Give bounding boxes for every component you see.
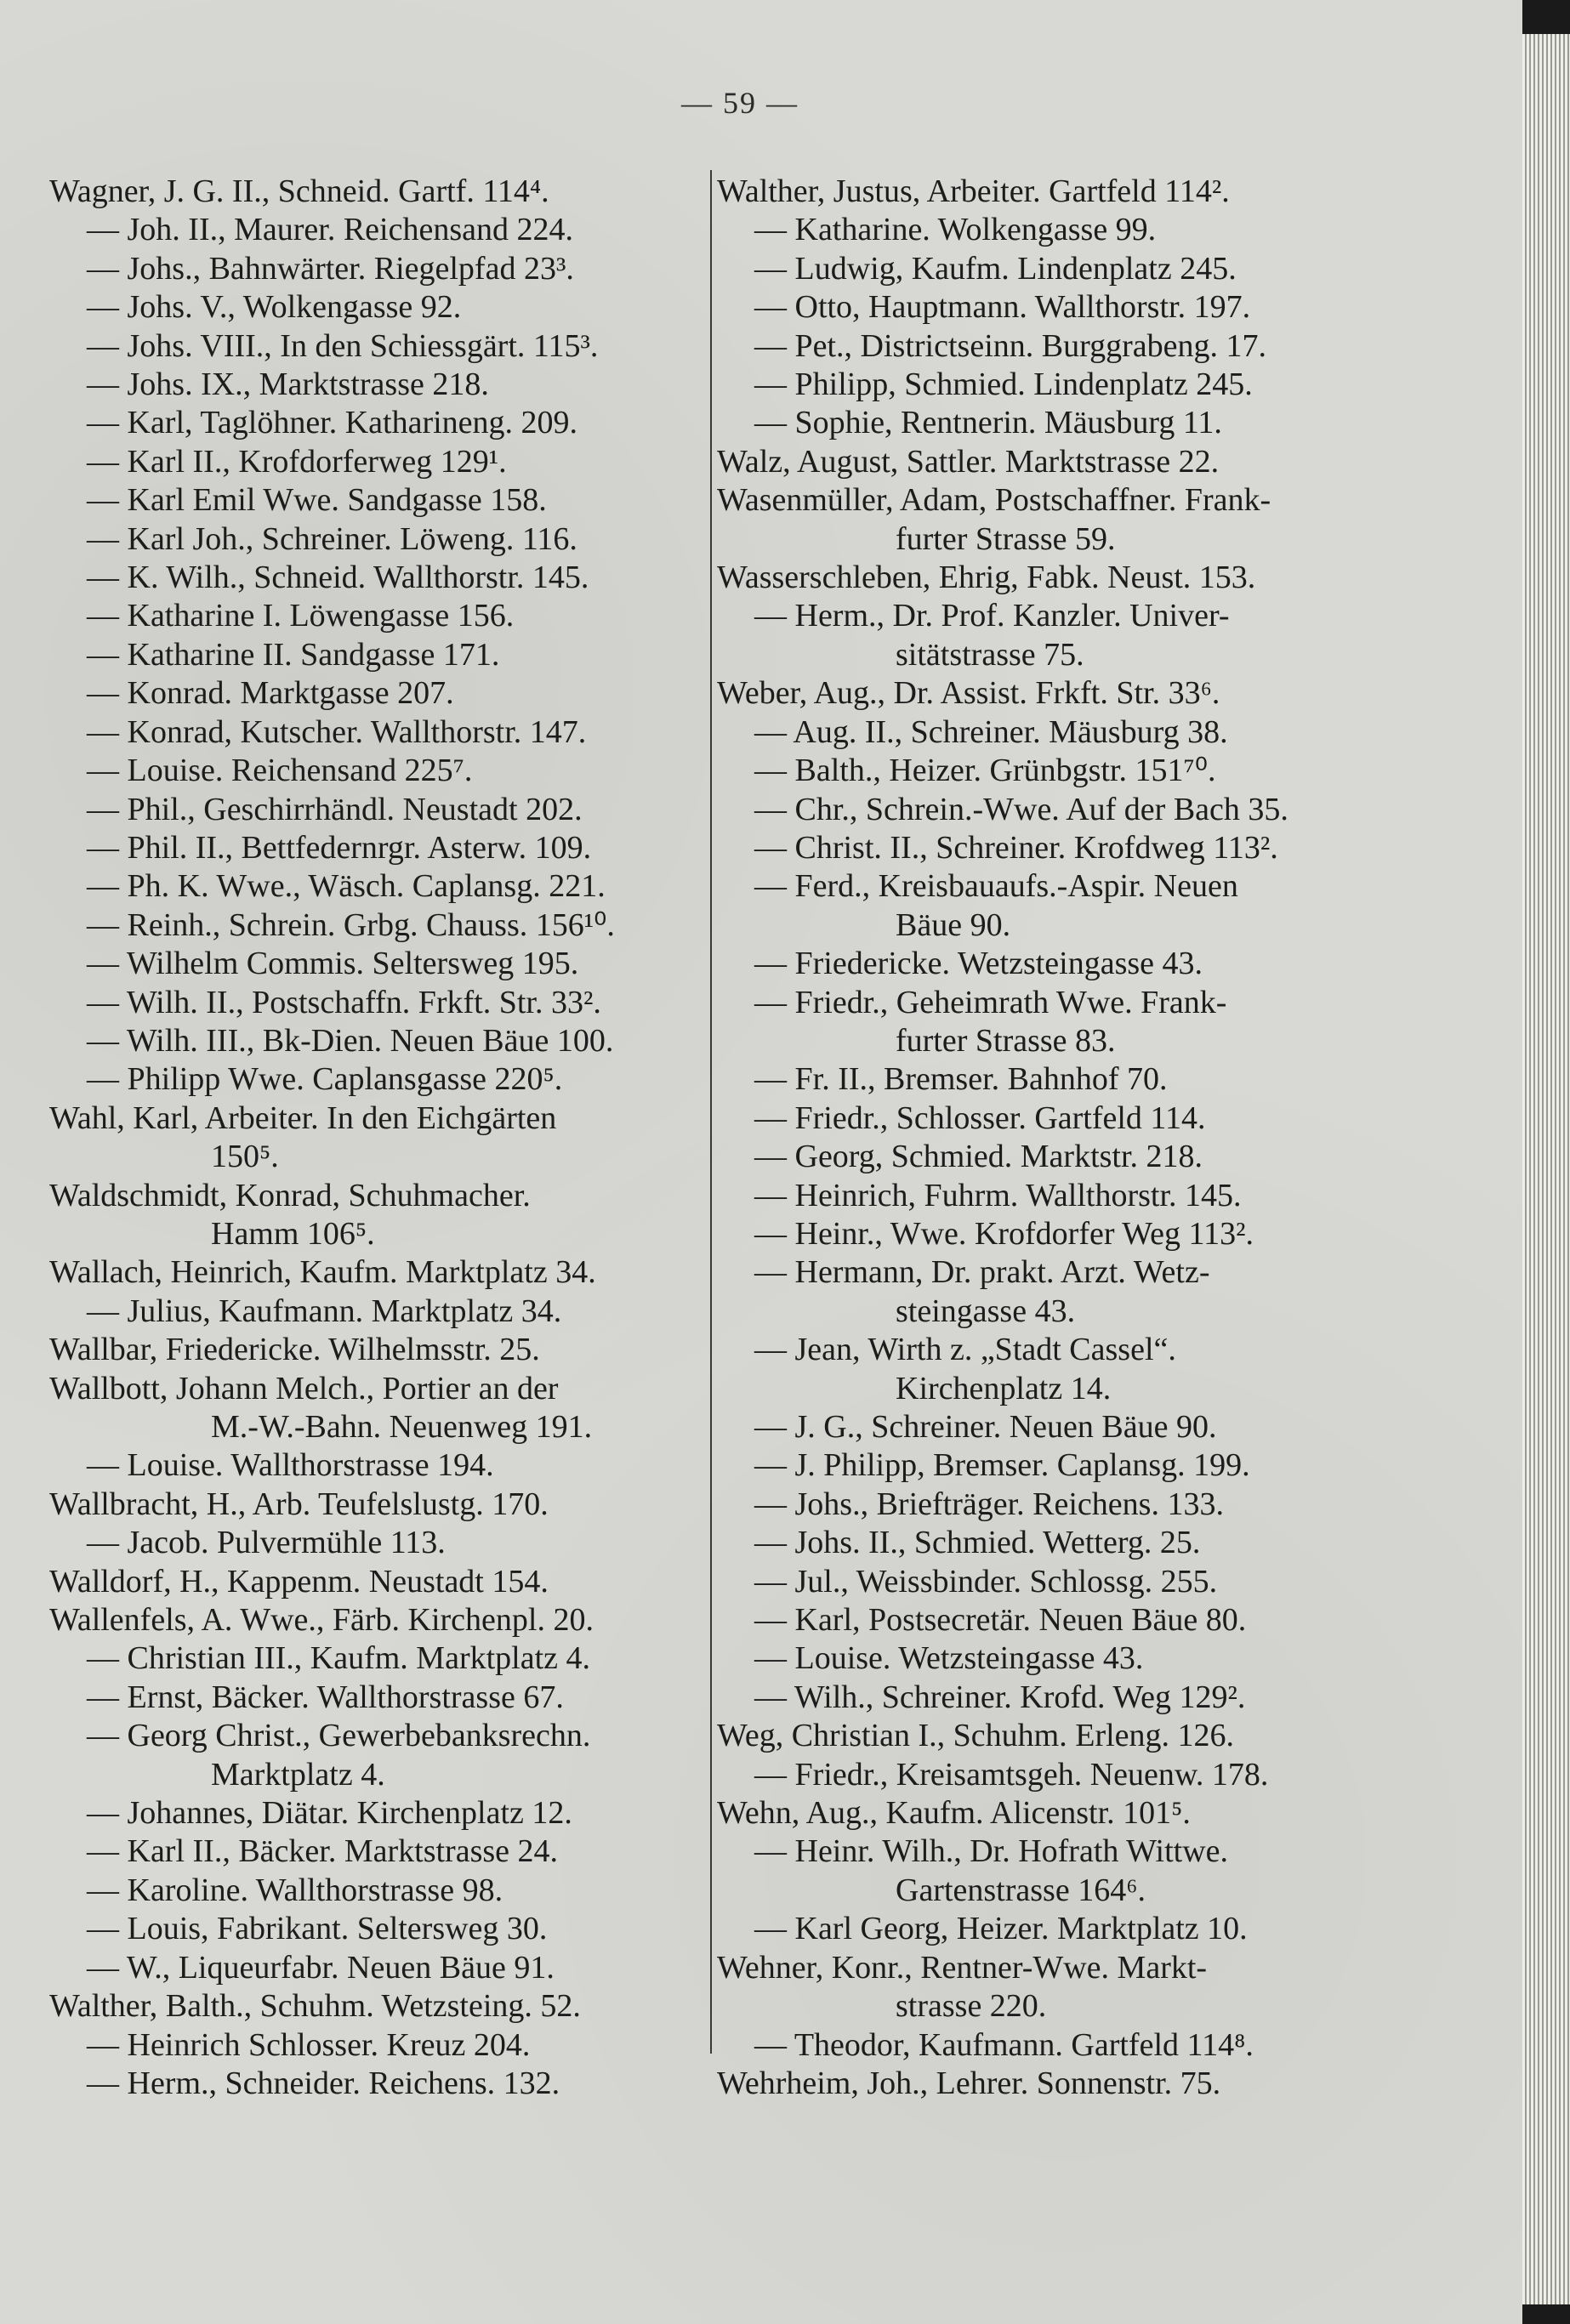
- directory-subentry: — Herm., Dr. Prof. Kanzler. Univer-: [754, 598, 1230, 634]
- directory-entry: Wehner, Konr., Rentner-Wwe. Markt-: [717, 1949, 1208, 1986]
- directory-subentry: — Johs. II., Schmied. Wetterg. 25.: [754, 1525, 1201, 1561]
- directory-entry: Wahl, Karl, Arbeiter. In den Eichgärten: [49, 1099, 557, 1136]
- directory-subentry: — Wilhelm Commis. Seltersweg 195.: [87, 946, 579, 982]
- directory-entry: Walldorf, H., Kappenm. Neustadt 154.: [49, 1563, 549, 1600]
- directory-subentry: — Johannes, Diätar. Kirchenplatz 12.: [87, 1795, 572, 1832]
- directory-subentry: — Friedericke. Wetzsteingasse 43.: [754, 946, 1203, 982]
- directory-entry: Walther, Justus, Arbeiter. Gartfeld 114².: [717, 173, 1230, 209]
- directory-subentry: — Johs., Briefträger. Reichens. 133.: [754, 1486, 1224, 1522]
- entry-continuation: furter Strasse 59.: [896, 520, 1116, 557]
- entry-continuation: sitätstrasse 75.: [896, 636, 1084, 673]
- directory-subentry: — Christ. II., Schreiner. Krofdweg 113².: [754, 829, 1278, 866]
- directory-subentry: — Heinrich, Fuhrm. Wallthorstr. 145.: [754, 1177, 1242, 1213]
- directory-subentry: — Heinr., Wwe. Krofdorfer Weg 113².: [754, 1215, 1254, 1252]
- directory-subentry: — Otto, Hauptmann. Wallthorstr. 197.: [754, 289, 1251, 326]
- entry-continuation: steingasse 43.: [896, 1293, 1076, 1329]
- directory-entry: Walz, August, Sattler. Marktstrasse 22.: [717, 443, 1220, 480]
- directory-subentry: — Johs. IX., Marktstrasse 218.: [87, 366, 489, 403]
- directory-subentry: — Reinh., Schrein. Grbg. Chauss. 156¹⁰.: [87, 906, 615, 943]
- directory-subentry: — Ferd., Kreisbauaufs.-Aspir. Neuen: [754, 868, 1238, 905]
- directory-subentry: — Joh. II., Maurer. Reichensand 224.: [87, 212, 573, 248]
- entry-continuation: Gartenstrasse 164⁶.: [896, 1872, 1146, 1908]
- directory-entry: Waldschmidt, Konrad, Schuhmacher.: [49, 1177, 531, 1213]
- directory-subentry: — Ernst, Bäcker. Wallthorstrasse 67.: [87, 1679, 564, 1715]
- directory-subentry: — Friedr., Kreisamtsgeh. Neuenw. 178.: [754, 1756, 1269, 1793]
- left-column: [49, 173, 683, 2103]
- directory-subentry: — Karl II., Bäcker. Marktstrasse 24.: [87, 1833, 559, 1870]
- directory-subentry: — Christian III., Kaufm. Marktplatz 4.: [87, 1640, 591, 1677]
- book-page-edges: [1522, 34, 1570, 2304]
- directory-subentry: — Karoline. Wallthorstrasse 98.: [87, 1872, 503, 1908]
- directory-subentry: — Katharine. Wolkengasse 99.: [754, 212, 1157, 248]
- directory-subentry: — Katharine II. Sandgasse 171.: [87, 636, 500, 673]
- directory-subentry: — Pet., Districtseinn. Burggrabeng. 17.: [754, 327, 1266, 364]
- directory-entry: Wallbott, Johann Melch., Portier an der: [49, 1370, 559, 1406]
- entry-continuation: furter Strasse 83.: [896, 1022, 1116, 1059]
- directory-subentry: — Karl, Taglöhner. Katharineng. 209.: [87, 405, 578, 441]
- directory-subentry: — Karl Georg, Heizer. Marktplatz 10.: [754, 1911, 1248, 1947]
- directory-entry: Weber, Aug., Dr. Assist. Frkft. Str. 33⁶.: [717, 675, 1220, 712]
- directory-subentry: — Fr. II., Bremser. Bahnhof 70.: [754, 1061, 1168, 1098]
- page-number: — 59 —: [681, 86, 799, 120]
- directory-subentry: — Louise. Wallthorstrasse 194.: [87, 1447, 494, 1484]
- directory-subentry: — Ph. K. Wwe., Wäsch. Caplansg. 221.: [87, 868, 606, 905]
- directory-subentry: — Louise. Wetzsteingasse 43.: [754, 1640, 1144, 1677]
- directory-entry: Wasserschleben, Ehrig, Fabk. Neust. 153.: [717, 560, 1256, 596]
- directory-subentry: — Konrad, Kutscher. Wallthorstr. 147.: [87, 713, 587, 750]
- directory-subentry: — Wilh. III., Bk-Dien. Neuen Bäue 100.: [87, 1022, 614, 1059]
- directory-subentry: — Chr., Schrein.-Wwe. Auf der Bach 35.: [754, 791, 1288, 827]
- right-column: [717, 173, 1348, 2103]
- directory-subentry: — Heinrich Schlosser. Kreuz 204.: [87, 2026, 531, 2063]
- directory-subentry: — Jacob. Pulvermühle 113.: [87, 1525, 446, 1561]
- directory-entry: Walther, Balth., Schuhm. Wetzsteing. 52.: [49, 1988, 581, 2025]
- directory-subentry: — Karl, Postsecretär. Neuen Bäue 80.: [754, 1602, 1247, 1639]
- directory-subentry: — Sophie, Rentnerin. Mäusburg 11.: [754, 405, 1222, 441]
- directory-subentry: — Phil. II., Bettfedernrgr. Asterw. 109.: [87, 829, 592, 866]
- directory-subentry: — Jul., Weissbinder. Schlossg. 255.: [754, 1563, 1218, 1600]
- directory-subentry: — Georg, Schmied. Marktstr. 218.: [754, 1139, 1203, 1175]
- directory-subentry: — Johs., Bahnwärter. Riegelpfad 23³.: [87, 250, 574, 287]
- directory-subentry: — Friedr., Geheimrath Wwe. Frank-: [754, 984, 1227, 1020]
- directory-entry: Wasenmüller, Adam, Postschaffner. Frank-: [717, 482, 1271, 519]
- directory-subentry: — Katharine I. Löwengasse 156.: [87, 598, 515, 634]
- directory-subentry: — Aug. II., Schreiner. Mäusburg 38.: [754, 713, 1228, 750]
- directory-subentry: — J. G., Schreiner. Neuen Bäue 90.: [754, 1409, 1217, 1445]
- directory-subentry: — Georg Christ., Gewerbebanksrechn.: [87, 1718, 591, 1754]
- directory-subentry: — Herm., Schneider. Reichens. 132.: [87, 2065, 560, 2101]
- entry-continuation: M.-W.-Bahn. Neuenweg 191.: [211, 1409, 593, 1445]
- directory-subentry: — Philipp, Schmied. Lindenplatz 245.: [754, 366, 1253, 403]
- entry-continuation: Hamm 106⁵.: [211, 1215, 375, 1252]
- entry-continuation: Kirchenplatz 14.: [896, 1370, 1112, 1406]
- directory-subentry: — Balth., Heizer. Grünbgstr. 151⁷⁰.: [754, 753, 1216, 789]
- directory-subentry: — Ludwig, Kaufm. Lindenplatz 245.: [754, 250, 1237, 287]
- directory-subentry: — Louis, Fabrikant. Seltersweg 30.: [87, 1911, 548, 1947]
- directory-subentry: — Johs. VIII., In den Schiessgärt. 115³.: [87, 327, 599, 364]
- directory-subentry: — Heinr. Wilh., Dr. Hofrath Wittwe.: [754, 1833, 1229, 1870]
- directory-entry: Wallenfels, A. Wwe., Färb. Kirchenpl. 20.: [49, 1602, 594, 1639]
- directory-subentry: — Wilh. II., Postschaffn. Frkft. Str. 33².: [87, 984, 601, 1020]
- directory-entry: Wallbracht, H., Arb. Teufelslustg. 170.: [49, 1486, 549, 1522]
- directory-entry: Wagner, J. G. II., Schneid. Gartf. 114⁴.: [49, 173, 549, 209]
- directory-subentry: — Wilh., Schreiner. Krofd. Weg 129².: [754, 1679, 1246, 1715]
- directory-entry: Wallbar, Friedericke. Wilhelmsstr. 25.: [49, 1332, 540, 1368]
- directory-entry: Wallach, Heinrich, Kaufm. Marktplatz 34.: [49, 1254, 596, 1291]
- directory-subentry: — Julius, Kaufmann. Marktplatz 34.: [87, 1293, 562, 1329]
- directory-entry: Weg, Christian I., Schuhm. Erleng. 126.: [717, 1718, 1235, 1754]
- directory-subentry: — Konrad. Marktgasse 207.: [87, 675, 454, 712]
- directory-subentry: — Hermann, Dr. prakt. Arzt. Wetz-: [754, 1254, 1210, 1291]
- directory-subentry: — Louise. Reichensand 225⁷.: [87, 753, 473, 789]
- directory-subentry: — Phil., Geschirrhändl. Neustadt 202.: [87, 791, 583, 827]
- directory-subentry: — Karl Emil Wwe. Sandgasse 158.: [87, 482, 547, 519]
- entry-continuation: Marktplatz 4.: [211, 1756, 385, 1793]
- directory-subentry: — Jean, Wirth z. „Stadt Cassel“.: [754, 1332, 1176, 1368]
- entry-continuation: strasse 220.: [896, 1988, 1047, 2025]
- directory-subentry: — K. Wilh., Schneid. Wallthorstr. 145.: [87, 560, 589, 596]
- directory-subentry: — J. Philipp, Bremser. Caplansg. 199.: [754, 1447, 1250, 1484]
- directory-subentry: — Theodor, Kaufmann. Gartfeld 114⁸.: [754, 2026, 1254, 2063]
- directory-entry: Wehn, Aug., Kaufm. Alicenstr. 101⁵.: [717, 1795, 1191, 1832]
- directory-subentry: — Philipp Wwe. Caplansgasse 220⁵.: [87, 1061, 563, 1098]
- directory-subentry: — W., Liqueurfabr. Neuen Bäue 91.: [87, 1949, 555, 1986]
- entry-continuation: 150⁵.: [211, 1139, 279, 1175]
- directory-entry: Wehrheim, Joh., Lehrer. Sonnenstr. 75.: [717, 2065, 1221, 2101]
- directory-subentry: — Johs. V., Wolkengasse 92.: [87, 289, 462, 326]
- column-divider: [710, 170, 712, 2054]
- directory-subentry: — Friedr., Schlosser. Gartfeld 114.: [754, 1099, 1206, 1136]
- entry-continuation: Bäue 90.: [896, 906, 1011, 943]
- directory-subentry: — Karl Joh., Schreiner. Löweng. 116.: [87, 520, 577, 557]
- directory-subentry: — Karl II., Krofdorferweg 129¹.: [87, 443, 507, 480]
